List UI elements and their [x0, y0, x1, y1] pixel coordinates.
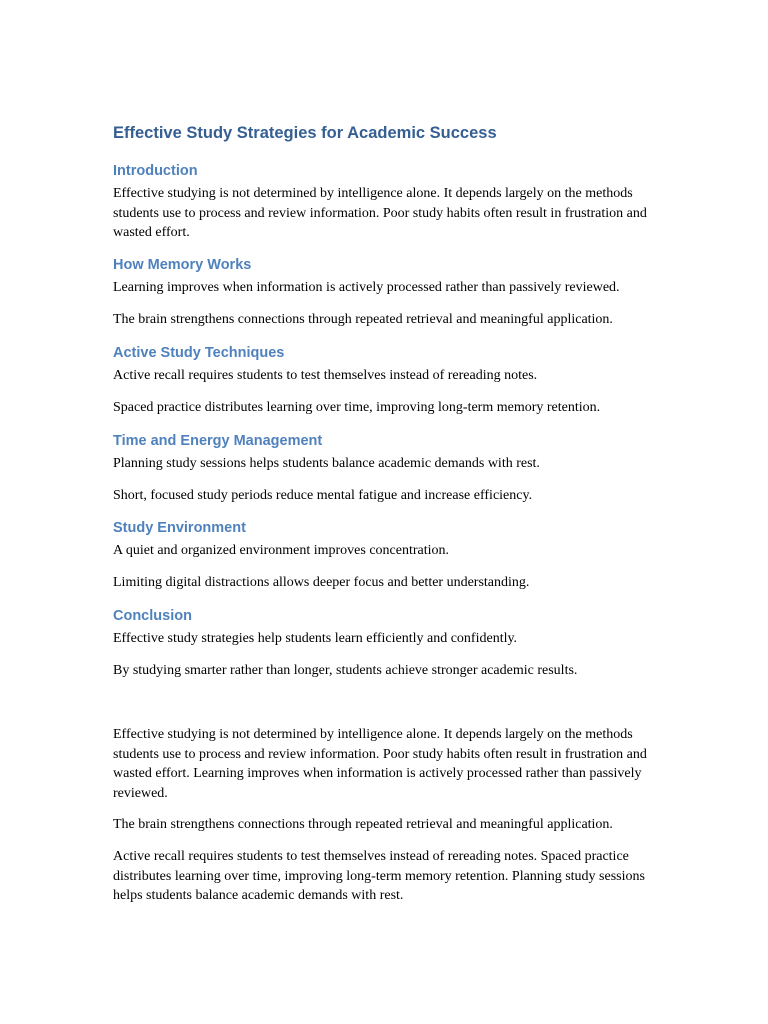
paragraph-active-2: Spaced practice distributes learning over time, improving long-term memory retention. — [113, 400, 601, 415]
paragraph-time-2: Short, focused study periods reduce mental fatigue and increase efficiency. — [113, 488, 533, 503]
document-title: Effective Study Strategies for Academic Success — [113, 124, 497, 142]
paragraph-trailing-1: Effective studying is not determined by intelligence alone. It depends largely on the methods students use to process and review information. Poor study habits often result in frustration and wasted effort. Learning improves when information is actively processed rather than passively reviewed. — [113, 727, 647, 801]
section-heading-conclusion: Conclusion — [113, 608, 192, 624]
paragraph-conclusion-1: Effective study strategies help students learn efficiently and confidently. — [113, 631, 518, 646]
paragraph-time-1: Planning study sessions helps students balance academic demands with rest. — [113, 456, 540, 471]
paragraph-active-1: Active recall requires students to test themselves instead of rereading notes. — [113, 368, 538, 383]
paragraph-environment-2: Limiting digital distractions allows deeper focus and better understanding. — [113, 575, 530, 590]
section-heading-introduction: Introduction — [113, 163, 198, 179]
paragraph-trailing-2: The brain strengthens connections through repeated retrieval and meaningful application. — [113, 817, 613, 832]
paragraph-memory-2: The brain strengthens connections through repeated retrieval and meaningful application. — [113, 312, 613, 327]
paragraph-introduction: Effective studying is not determined by intelligence alone. It depends largely on the methods students use to process and review information. Poor study habits often result in frustration and wasted effort. — [113, 186, 647, 240]
section-heading-study-environment: Study Environment — [113, 520, 246, 536]
paragraph-conclusion-2: By studying smarter rather than longer, students achieve stronger academic results. — [113, 663, 578, 678]
section-heading-active-study-techniques: Active Study Techniques — [113, 345, 285, 361]
paragraph-memory-1: Learning improves when information is actively processed rather than passively reviewed. — [113, 280, 620, 295]
paragraph-environment-1: A quiet and organized environment improves concentration. — [113, 543, 450, 558]
section-heading-time-energy-management: Time and Energy Management — [113, 433, 323, 449]
paragraph-trailing-3: Active recall requires students to test themselves instead of rereading notes. Spaced practice distributes learning over time, improving long-term memory retention. Planning study sessions helps students balance academic demands with rest. — [113, 849, 645, 903]
section-heading-how-memory-works: How Memory Works — [113, 257, 252, 273]
